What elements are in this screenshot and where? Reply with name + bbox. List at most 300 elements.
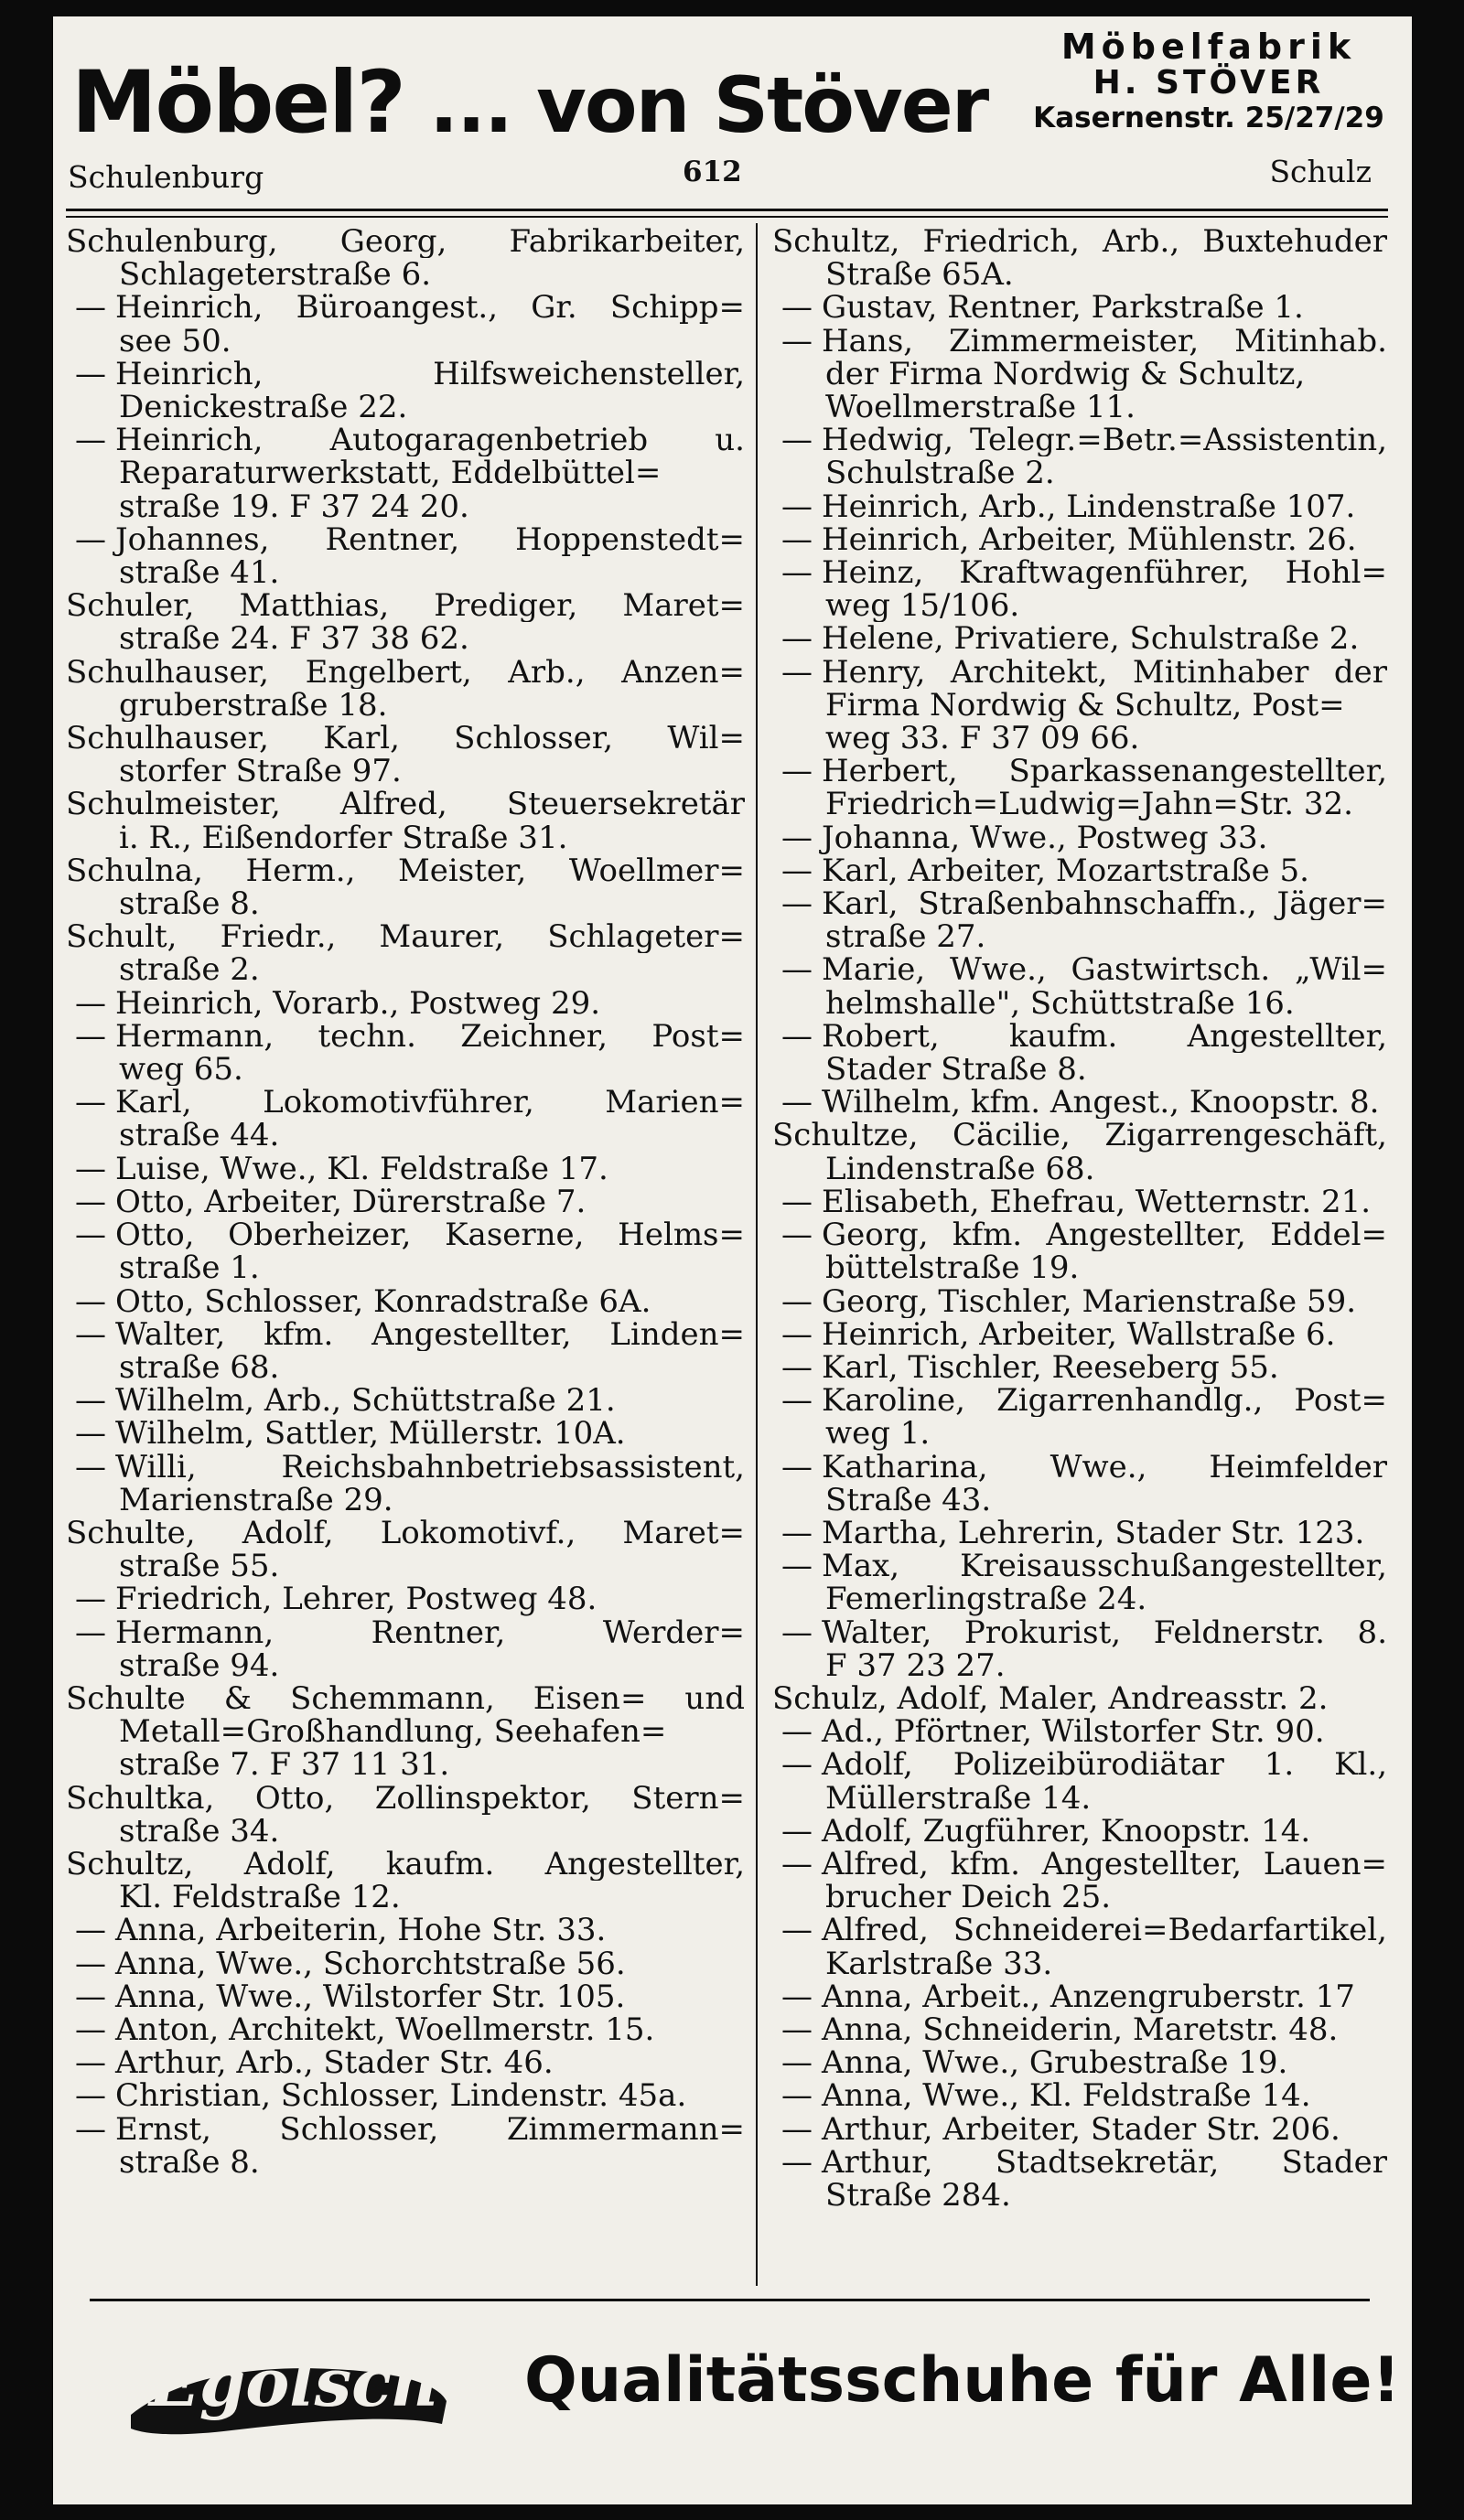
entry-continuation-line: straße 94. [119, 1648, 280, 1682]
entry-first-line: Schultze, Cäcilie, Zigarrengeschäft, [772, 1119, 1387, 1153]
directory-entry [772, 821, 1387, 854]
directory-entry [772, 887, 1387, 953]
entry-first-line [772, 1020, 1387, 1053]
entry-first-line [772, 1451, 1387, 1484]
directory-entry [66, 1517, 745, 1582]
repeat-dash: — [75, 1615, 106, 1649]
entry-first-line: Schulhauser, Engelbert, Arb., Anzen= [66, 655, 745, 689]
repeat-dash: — [75, 1450, 106, 1484]
entry-first-line [772, 1815, 1387, 1848]
repeat-dash: — [781, 853, 813, 888]
entry-first-line [66, 523, 745, 556]
entry-continuation-line: Denickestraße 22. [119, 391, 408, 424]
entry-first-line [66, 1153, 745, 1185]
entry-continuation-line: Marienstraße 29. [119, 1483, 393, 1517]
footer-rule [90, 2299, 1370, 2301]
directory-entry [66, 2079, 745, 2112]
entry-first-line: Schulmeister, Alfred, Steuersekretär [66, 788, 745, 821]
column-divider [756, 223, 758, 2286]
repeat-dash: — [781, 622, 813, 656]
entry-first-line: Schulte & Schemmann, Eisen= und [66, 1681, 745, 1716]
entry-first-line [66, 987, 745, 1020]
entry-text: Walter, Prokurist, Feldnerstr. 8. [822, 1615, 1387, 1649]
entry-first-line [66, 1616, 745, 1649]
entry-text: Karl, Straßenbahnschaffn., Jäger= [822, 887, 1387, 921]
ad-slogan-part-b: ... von Stöver [429, 60, 988, 150]
repeat-dash: — [75, 1417, 106, 1451]
entry-text: Ad., Pförtner, Wilstorfer Str. 90. [822, 1715, 1325, 1749]
directory-entry [772, 1351, 1387, 1384]
page-number: 612 [683, 155, 742, 188]
entry-continuation-line: straße 19. F 37 24 20. [119, 489, 469, 523]
repeat-dash: — [75, 2046, 106, 2080]
directory-entry [66, 722, 745, 788]
entry-continuation-line: Kl. Feldstraße 12. [119, 1881, 401, 1914]
entry-text: Hedwig, Telegr.=Betr.=Assistentin, [822, 424, 1387, 457]
entry-continuation-line: der Firma Nordwig & Schultz, [825, 357, 1306, 391]
entry-first-line [772, 2013, 1387, 2046]
entry-first-line [772, 1517, 1387, 1550]
header-first-name: Schulenburg [68, 159, 264, 195]
entry-text: Heinrich, Vorarb., Postweg 29. [115, 986, 601, 1020]
entry-first-line [772, 1748, 1387, 1781]
entry-first-line [772, 821, 1387, 854]
entry-text: Heinrich, Arb., Lindenstraße 107. [822, 489, 1356, 523]
entry-continuation-line: Femerlingstraße 24. [825, 1582, 1147, 1616]
entry-text: Hermann, Rentner, Werder= [115, 1615, 745, 1649]
entry-continuation-line: weg 15/106. [825, 589, 1020, 623]
entry-continuation-line: straße 2. [119, 953, 260, 987]
entry-first-line [66, 1451, 745, 1484]
entry-continuation-line: storfer Straße 97. [119, 755, 402, 788]
entry-text: Anna, Wwe., Wilstorfer Str. 105. [115, 1979, 626, 2013]
directory-entry [772, 1550, 1387, 1615]
entry-continuation-line: weg 33. F 37 09 66. [825, 722, 1140, 756]
repeat-dash: — [75, 424, 106, 457]
repeat-dash: — [781, 887, 813, 921]
directory-entry [66, 2013, 745, 2046]
entry-first-line [66, 1218, 745, 1251]
repeat-dash: — [75, 1979, 106, 2013]
entry-continuation-line: gruberstraße 18. [119, 688, 388, 723]
entry-text: Otto, Oberheizer, Kaserne, Helms= [115, 1218, 745, 1252]
directory-entry [772, 622, 1387, 655]
entry-text: Heinrich, Arbeiter, Wallstraße 6. [822, 1317, 1336, 1351]
entry-first-line [772, 523, 1387, 556]
repeat-dash: — [781, 1185, 813, 1219]
directory-page [53, 16, 1412, 2504]
entry-first-line [66, 1285, 745, 1318]
entry-first-line [772, 1318, 1387, 1351]
entry-continuation-line: Schulstraße 2. [825, 456, 1055, 490]
directory-entry [772, 1451, 1387, 1517]
repeat-dash: — [781, 324, 813, 358]
entry-first-line: Schulhauser, Karl, Schlosser, Wil= [66, 722, 745, 756]
logo-text: Egolsch [149, 2343, 440, 2421]
directory-entry [772, 953, 1387, 1019]
ad-firm-name: H. STÖVER [1093, 64, 1325, 102]
repeat-dash: — [781, 1979, 813, 2013]
directory-entry [66, 920, 745, 986]
directory-entry [66, 656, 745, 722]
entry-text: Alfred, Schneiderei=Bedarfartikel, [822, 1914, 1387, 1947]
entry-continuation-line: straße 55. [119, 1550, 280, 1583]
entry-first-line [66, 1384, 745, 1417]
header-rule [66, 209, 1388, 211]
repeat-dash: — [781, 2012, 813, 2047]
entry-first-line [772, 424, 1387, 456]
directory-entry [66, 1616, 745, 1682]
entry-first-line [772, 854, 1387, 887]
repeat-dash: — [75, 1582, 106, 1616]
entry-first-line [772, 490, 1387, 523]
entry-first-line [66, 1980, 745, 2013]
ad-firm-block [1026, 27, 1392, 135]
entry-first-line [66, 1947, 745, 1980]
ad-slogan [71, 53, 987, 153]
repeat-dash: — [781, 1317, 813, 1351]
entry-continuation-line: Straße 43. [825, 1483, 992, 1517]
entry-first-line [772, 2046, 1387, 2079]
directory-entry [772, 1815, 1387, 1848]
entry-continuation-line: straße 7. F 37 11 31. [119, 1748, 450, 1782]
repeat-dash: — [75, 1185, 106, 1219]
repeat-dash: — [75, 1019, 106, 1054]
repeat-dash: — [75, 2079, 106, 2113]
entry-text: Heinz, Kraftwagenführer, Hohl= [822, 556, 1387, 590]
entry-first-line: Schulz, Adolf, Maler, Andreasstr. 2. [772, 1681, 1329, 1716]
entry-continuation-line: büttelstraße 19. [825, 1251, 1080, 1285]
entry-first-line: Schuler, Matthias, Prediger, Maret= [66, 589, 745, 623]
repeat-dash: — [781, 953, 813, 987]
entry-continuation-line: Firma Nordwig & Schultz, Post= [825, 688, 1345, 723]
repeat-dash: — [781, 1814, 813, 1848]
directory-entry [66, 1451, 745, 1517]
repeat-dash: — [781, 1350, 813, 1385]
entry-first-line [772, 2079, 1387, 2112]
directory-entry [772, 656, 1387, 756]
entry-first-line: Schulte, Adolf, Lokomotivf., Maret= [66, 1516, 745, 1550]
repeat-dash: — [781, 2112, 813, 2146]
top-advertisement [53, 16, 1412, 153]
entry-continuation-line: Stader Straße 8. [825, 1053, 1087, 1087]
entry-text: Heinrich, Büroangest., Gr. Schipp= [115, 291, 745, 325]
repeat-dash: — [75, 1152, 106, 1185]
repeat-dash: — [781, 1019, 813, 1054]
repeat-dash: — [781, 1748, 813, 1782]
entry-continuation-line: Metall=Großhandlung, Seehafen= [119, 1715, 667, 1749]
entry-text: Luise, Wwe., Kl. Feldstraße 17. [115, 1152, 608, 1185]
shoe-brand-logo [122, 2328, 451, 2447]
directory-entry [66, 424, 745, 523]
entry-text: Otto, Arbeiter, Dürerstraße 7. [115, 1185, 587, 1219]
entry-first-line [772, 1715, 1387, 1748]
entry-text: Walter, kfm. Angestellter, Linden= [115, 1317, 745, 1351]
entry-continuation-line: Straße 284. [825, 2178, 1011, 2213]
entry-first-line [772, 622, 1387, 655]
entry-first-line [66, 1582, 745, 1615]
entry-first-line: Schulna, Herm., Meister, Woellmer= [66, 853, 745, 888]
entry-first-line [772, 556, 1387, 589]
directory-entry [772, 854, 1387, 887]
entry-text: Karl, Tischler, Reeseberg 55. [822, 1350, 1279, 1385]
entry-first-line [772, 1285, 1387, 1318]
repeat-dash: — [781, 1450, 813, 1484]
directory-entry [772, 325, 1387, 424]
entry-first-line [66, 2046, 745, 2079]
entry-text: Heinrich, Autogaragenbetrieb u. [115, 424, 745, 457]
directory-entry [772, 1914, 1387, 1979]
entry-first-line [66, 1914, 745, 1946]
entry-text: Katharina, Wwe., Heimfelder [822, 1450, 1387, 1484]
directory-entry [66, 291, 745, 357]
directory-entry [66, 1417, 745, 1450]
entry-continuation-line: straße 41. [119, 556, 280, 590]
entry-continuation-line: Lindenstraße 68. [825, 1152, 1095, 1185]
directory-entry [772, 1384, 1387, 1450]
entry-first-line [66, 1086, 745, 1119]
entry-first-line [772, 887, 1387, 920]
directory-entry [772, 1715, 1387, 1748]
entry-first-line [66, 424, 745, 456]
repeat-dash: — [75, 1284, 106, 1318]
ad-tagline: Qualitätsschuhe für Alle! [524, 2344, 1401, 2417]
directory-entry [772, 2146, 1387, 2212]
directory-entry [66, 1682, 745, 1782]
entry-first-line [772, 1185, 1387, 1218]
repeat-dash: — [781, 1550, 813, 1583]
repeat-dash: — [781, 291, 813, 325]
repeat-dash: — [75, 1384, 106, 1418]
entry-first-line [772, 325, 1387, 358]
entry-first-line [772, 1086, 1387, 1119]
entry-first-line [66, 1417, 745, 1450]
directory-entry [66, 1782, 745, 1848]
entry-text: Marie, Wwe., Gastwirtsch. „Wil= [822, 953, 1387, 987]
entry-text: Anna, Wwe., Schorchtstraße 56. [115, 1946, 626, 1980]
entry-continuation-line: Straße 65A. [825, 258, 1014, 292]
entry-text: Anna, Wwe., Grubestraße 19. [822, 2046, 1288, 2080]
directory-entry [772, 291, 1387, 324]
entry-continuation-line: Reparaturwerkstatt, Eddelbüttel= [119, 456, 662, 490]
directory-entry [772, 424, 1387, 489]
repeat-dash: — [781, 2145, 813, 2179]
ad-slogan-part-a: Möbel? [71, 53, 404, 153]
entry-continuation-line: Karlstraße 33. [825, 1946, 1053, 1980]
repeat-dash: — [75, 1317, 106, 1351]
repeat-dash: — [75, 1946, 106, 1980]
entry-continuation-line: Woellmerstraße 11. [825, 391, 1136, 424]
entry-text: Anton, Architekt, Woellmerstr. 15. [115, 2012, 655, 2047]
entry-first-line [772, 1616, 1387, 1649]
entry-text: Anna, Wwe., Kl. Feldstraße 14. [822, 2079, 1311, 2113]
entry-text: Max, Kreisausschußangestellter, [822, 1550, 1387, 1583]
entry-continuation-line: F 37 23 27. [825, 1648, 1006, 1682]
entry-text: Karl, Arbeiter, Mozartstraße 5. [822, 853, 1309, 888]
entry-first-line [772, 1384, 1387, 1417]
entry-continuation-line: helmshalle", Schüttstraße 16. [825, 986, 1295, 1020]
entry-text: Georg, kfm. Angestellter, Eddel= [822, 1218, 1387, 1252]
directory-entry [772, 2013, 1387, 2046]
left-column [66, 225, 745, 2179]
entry-first-line [772, 2146, 1387, 2179]
directory-entry [772, 2113, 1387, 2146]
directory-entry [66, 1582, 745, 1615]
bottom-advertisement [90, 2308, 1401, 2491]
repeat-dash: — [75, 2012, 106, 2047]
entry-text: Alfred, kfm. Angestellter, Lauen= [822, 1847, 1387, 1882]
directory-entry [772, 1616, 1387, 1682]
entry-continuation-line: straße 27. [825, 920, 986, 954]
entry-continuation-line: see 50. [119, 324, 231, 358]
repeat-dash: — [781, 1847, 813, 1882]
entry-text: Anna, Arbeit., Anzengruberstr. 17 [822, 1979, 1355, 2013]
entry-text: Martha, Lehrerin, Stader Str. 123. [822, 1516, 1365, 1550]
ad-firm-address: Kasernenstr. 25/27/29 [1033, 102, 1384, 134]
running-header [53, 154, 1412, 199]
entry-text: Adolf, Polizeibürodiätar 1. Kl., [822, 1748, 1387, 1782]
directory-entry [772, 1185, 1387, 1218]
repeat-dash: — [75, 2112, 106, 2146]
entry-text: Otto, Schlosser, Konradstraße 6A. [115, 1284, 651, 1318]
entry-continuation-line: Friedrich=Ludwig=Jahn=Str. 32. [825, 788, 1353, 821]
entry-text: Karoline, Zigarrenhandlg., Post= [822, 1384, 1387, 1418]
entry-text: Wilhelm, kfm. Angest., Knoopstr. 8. [822, 1086, 1380, 1120]
repeat-dash: — [781, 1086, 813, 1120]
entry-first-line: Schulenburg, Georg, Fabrikarbeiter, [66, 225, 745, 259]
entry-continuation-line: straße 1. [119, 1251, 260, 1285]
entry-text: Johannes, Rentner, Hoppenstedt= [115, 522, 745, 557]
repeat-dash: — [75, 1086, 106, 1120]
directory-entry [772, 1682, 1387, 1715]
entry-continuation-line: Schlageterstraße 6. [119, 258, 432, 292]
entry-text: Christian, Schlosser, Lindenstr. 45a. [115, 2079, 687, 2113]
entry-first-line [772, 2113, 1387, 2146]
entry-text: Georg, Tischler, Marienstraße 59. [822, 1284, 1357, 1318]
directory-entry [772, 1748, 1387, 1814]
repeat-dash: — [781, 1218, 813, 1252]
directory-entry [772, 1318, 1387, 1351]
repeat-dash: — [781, 1384, 813, 1418]
repeat-dash: — [781, 489, 813, 523]
entry-first-line: Schult, Friedr., Maurer, Schlageter= [66, 920, 745, 954]
repeat-dash: — [781, 1284, 813, 1318]
directory-entry [66, 1848, 745, 1914]
entry-text: Friedrich, Lehrer, Postweg 48. [115, 1582, 597, 1616]
directory-entry [772, 2079, 1387, 2112]
entry-first-line [772, 953, 1387, 986]
entry-continuation-line: i. R., Eißendorfer Straße 31. [119, 820, 568, 854]
repeat-dash: — [781, 424, 813, 457]
entry-text: Heinrich, Arbeiter, Mühlenstr. 26. [822, 522, 1357, 557]
entry-text: Wilhelm, Arb., Schüttstraße 21. [115, 1384, 616, 1418]
directory-entry [772, 523, 1387, 556]
repeat-dash: — [781, 1715, 813, 1749]
entry-first-line [772, 1351, 1387, 1384]
directory-entry [772, 556, 1387, 622]
directory-entry [66, 1185, 745, 1218]
entry-first-line [772, 1914, 1387, 1946]
directory-entry [772, 755, 1387, 820]
entry-continuation-line: straße 8. [119, 2145, 260, 2179]
directory-entry [66, 358, 745, 424]
entry-first-line [772, 755, 1387, 788]
directory-entry [66, 1020, 745, 1086]
directory-entry [66, 1947, 745, 1980]
repeat-dash: — [781, 1914, 813, 1947]
directory-entry [772, 1119, 1387, 1185]
repeat-dash: — [75, 291, 106, 325]
entry-text: Anna, Arbeiterin, Hohe Str. 33. [115, 1914, 607, 1947]
entry-continuation-line: brucher Deich 25. [825, 1881, 1112, 1914]
directory-entry [66, 589, 745, 655]
repeat-dash: — [781, 1516, 813, 1550]
repeat-dash: — [781, 2046, 813, 2080]
entry-text: Wilhelm, Sattler, Müllerstr. 10A. [115, 1417, 626, 1451]
repeat-dash: — [781, 820, 813, 854]
entry-text: Arthur, Arbeiter, Stader Str. 206. [822, 2112, 1340, 2146]
directory-entry [66, 1980, 745, 2013]
entry-first-line [66, 2079, 745, 2112]
entry-text: Adolf, Zugführer, Knoopstr. 14. [822, 1814, 1311, 1848]
entry-continuation-line: straße 8. [119, 887, 260, 921]
header-rule-thin [66, 216, 1388, 218]
directory-entry [66, 854, 745, 920]
entry-first-line [772, 291, 1387, 324]
entry-first-line: Schultka, Otto, Zollinspektor, Stern= [66, 1781, 745, 1815]
directory-entry [66, 788, 745, 853]
repeat-dash: — [781, 522, 813, 557]
repeat-dash: — [75, 986, 106, 1020]
directory-entry [66, 1218, 745, 1284]
repeat-dash: — [781, 655, 813, 689]
directory-entry [772, 1020, 1387, 1086]
entry-text: Hans, Zimmermeister, Mitinhab. [822, 324, 1387, 358]
entry-text: Johanna, Wwe., Postweg 33. [822, 820, 1268, 854]
directory-entry [772, 1218, 1387, 1284]
ad-firm-type: Möbelfabrik [1060, 27, 1357, 67]
repeat-dash: — [781, 556, 813, 590]
entry-first-line [66, 2113, 745, 2146]
entry-first-line [772, 656, 1387, 689]
directory-entry [66, 225, 745, 291]
entry-text: Elisabeth, Ehefrau, Wetternstr. 21. [822, 1185, 1372, 1219]
entry-continuation-line: Müllerstraße 14. [825, 1781, 1092, 1815]
entry-text: Willi, Reichsbahnbetriebsassistent, [115, 1450, 745, 1484]
repeat-dash: — [75, 522, 106, 557]
entry-continuation-line: straße 44. [119, 1119, 280, 1153]
entry-text: Anna, Schneiderin, Maretstr. 48. [822, 2012, 1339, 2047]
entry-text: Henry, Architekt, Mitinhaber der [822, 655, 1387, 689]
directory-entry [772, 1086, 1387, 1119]
repeat-dash: — [781, 2079, 813, 2113]
entry-first-line [772, 1550, 1387, 1582]
entry-first-line [66, 1185, 745, 1218]
directory-entry [772, 1517, 1387, 1550]
directory-entry [66, 1153, 745, 1185]
entry-text: Arthur, Stadtsekretär, Stader [822, 2145, 1387, 2179]
directory-entry [66, 1285, 745, 1318]
entry-text: Hermann, techn. Zeichner, Post= [115, 1019, 745, 1054]
entry-text: Herbert, Sparkassenangestellter, [822, 755, 1387, 788]
directory-entry [772, 1980, 1387, 2013]
directory-entry [66, 987, 745, 1020]
entry-text: Heinrich, Hilfsweichensteller, [115, 357, 745, 391]
entry-first-line [772, 1980, 1387, 2013]
entry-continuation-line: straße 34. [119, 1814, 280, 1848]
header-last-name: Schulz [1269, 154, 1372, 189]
repeat-dash: — [75, 357, 106, 391]
